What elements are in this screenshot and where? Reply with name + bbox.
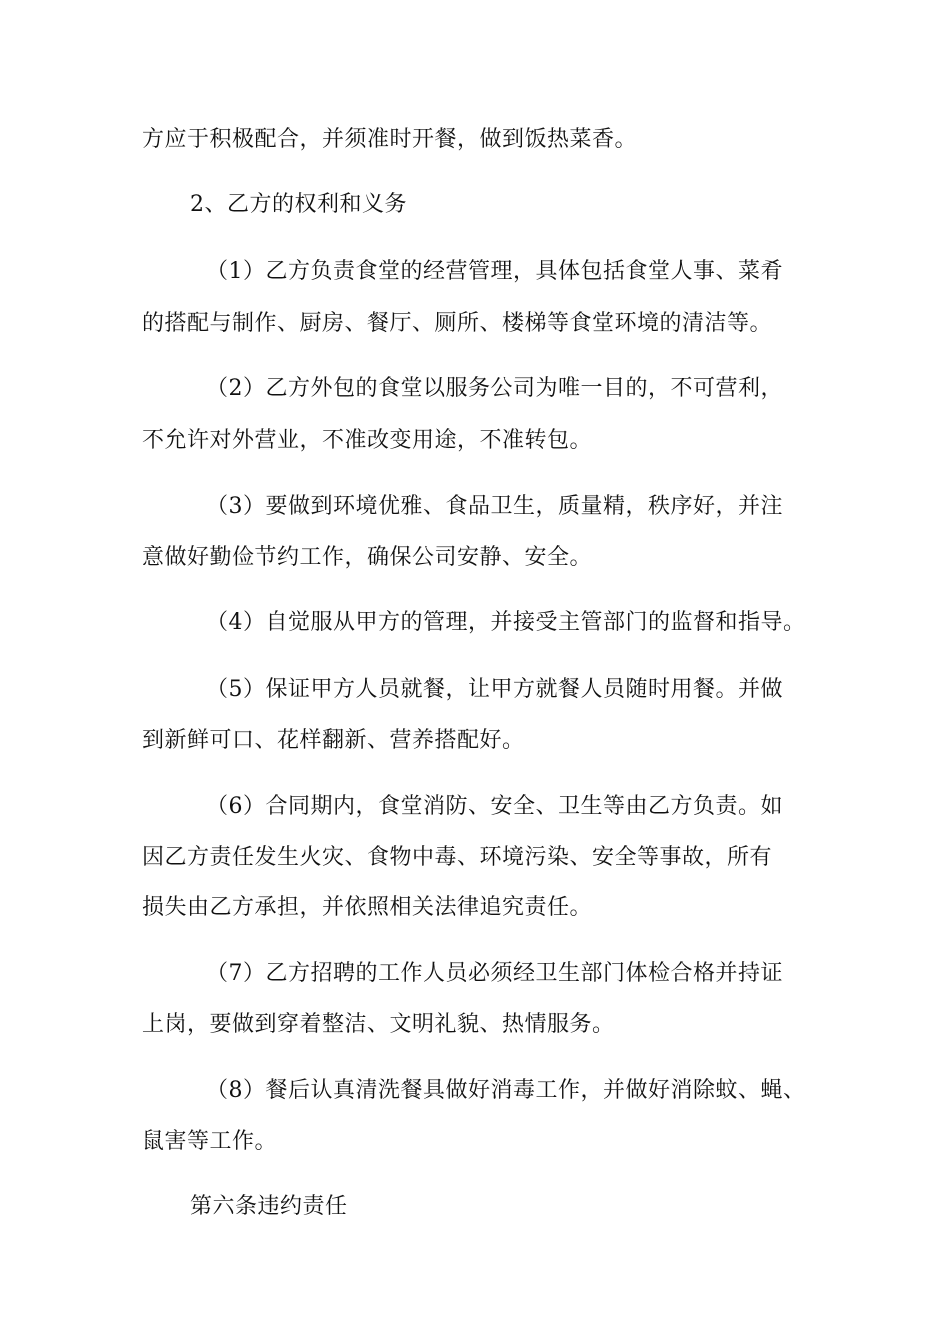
clause-7-line-2: 上岗，要做到穿着整洁、文明礼貌、热情服务。 [142, 1012, 615, 1037]
clause-7-line-1: （7）乙方招聘的工作人员必须经卫生部门体检合格并持证 [206, 961, 783, 986]
section-heading: 2、乙方的权利和义务 [190, 192, 407, 217]
clause-2-line-1: （2）乙方外包的食堂以服务公司为唯一目的，不可营利， [206, 376, 783, 401]
clause-2-line-2: 不允许对外营业，不准改变用途，不准转包。 [142, 428, 593, 453]
clause-5-line-1: （5）保证甲方人员就餐，让甲方就餐人员随时用餐。并做 [206, 677, 783, 702]
clause-3-line-1: （3）要做到环境优雅、食品卫生，质量精，秩序好，并注 [206, 494, 783, 519]
clause-8-line-1: （8）餐后认真清洗餐具做好消毒工作，并做好消除蚊、蝇、 [206, 1078, 806, 1103]
clause-8-line-2: 鼠害等工作。 [142, 1129, 278, 1154]
clause-6-line-1: （6）合同期内，食堂消防、安全、卫生等由乙方负责。如 [206, 794, 783, 819]
article-heading: 第六条违约责任 [190, 1194, 348, 1219]
clause-1-line-1: （1）乙方负责食堂的经营管理，具体包括食堂人事、菜肴 [206, 259, 783, 284]
clause-4-line-1: （4）自觉服从甲方的管理，并接受主管部门的监督和指导。 [206, 610, 806, 635]
clause-3-line-2: 意做好勤俭节约工作，确保公司安静、安全。 [142, 545, 593, 570]
clause-1-line-2: 的搭配与制作、厨房、餐厅、厕所、楼梯等食堂环境的清洁等。 [142, 311, 773, 336]
clause-5-line-2: 到新鲜可口、花样翻新、营养搭配好。 [142, 728, 525, 753]
clause-6-line-2: 因乙方责任发生火灾、食物中毒、环境污染、安全等事故，所有 [142, 845, 773, 870]
body-text-line: 方应于积极配合，并须准时开餐，做到饭热菜香。 [142, 127, 638, 152]
clause-6-line-3: 损失由乙方承担，并依照相关法律追究责任。 [142, 895, 593, 920]
